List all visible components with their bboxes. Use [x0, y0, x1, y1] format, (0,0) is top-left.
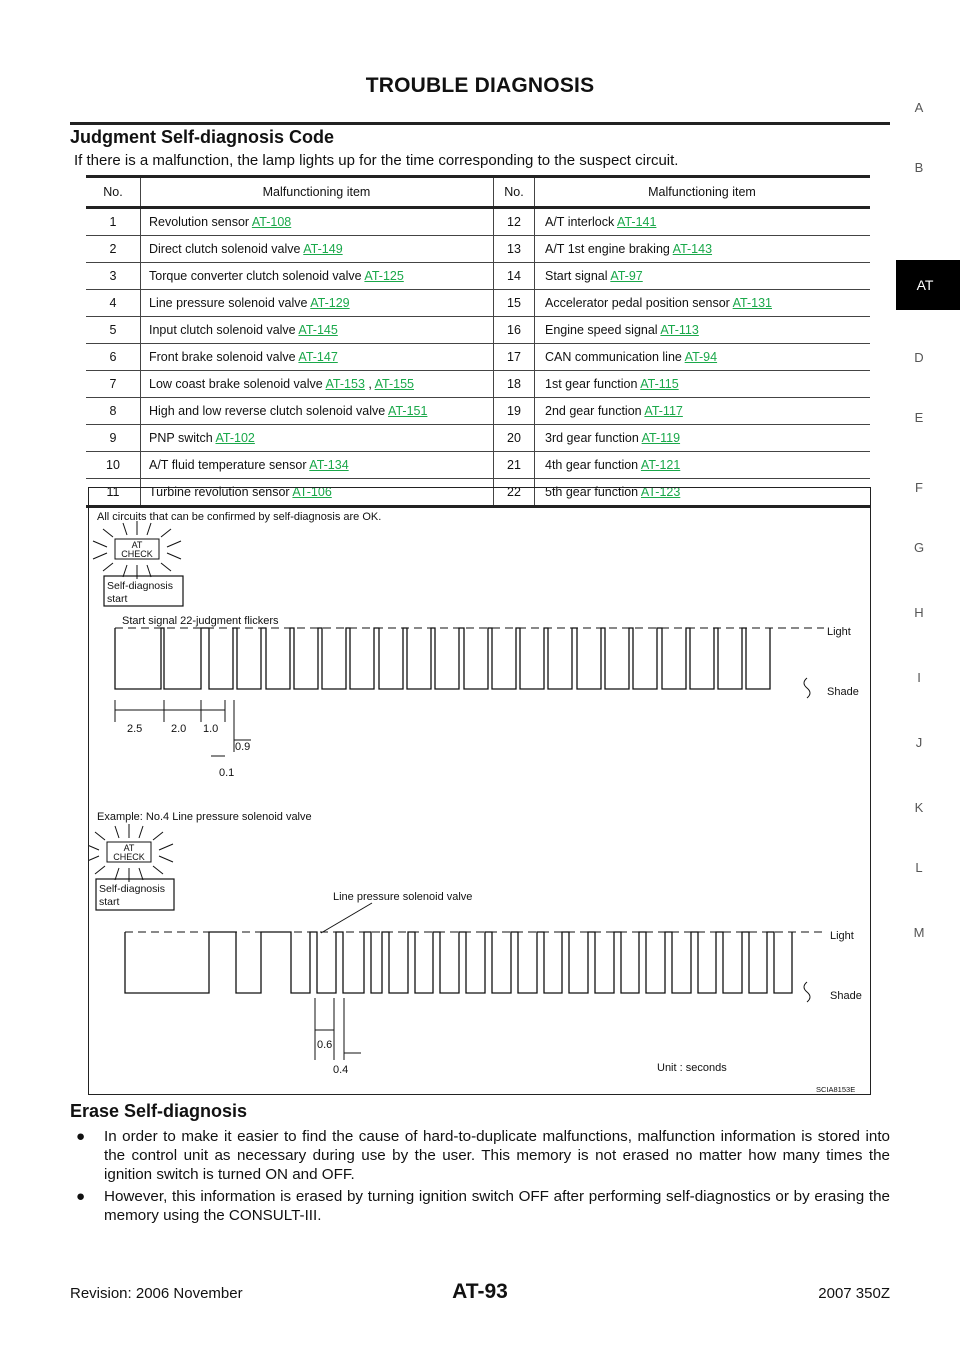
example-caption: Example: No.4 Line pressure solenoid valve: [97, 811, 312, 823]
lamp-ray: [103, 563, 113, 571]
timing-label-2.0: 2.0: [171, 723, 187, 735]
reference-link[interactable]: AT-153: [325, 377, 365, 391]
header-rule: [70, 122, 890, 125]
malfunction-item-text: 3rd gear function: [545, 431, 639, 445]
footer-revision: Revision: 2006 November: [70, 1285, 243, 1302]
table-row: [86, 344, 870, 371]
lamp-ray: [167, 553, 181, 559]
reference-link[interactable]: AT-117: [644, 404, 683, 418]
lamp-ray: [161, 563, 171, 571]
diagnosis-code-table: [86, 175, 870, 508]
section-title: Judgment Self-diagnosis Code: [70, 127, 335, 147]
malfunction-item-text: A/T fluid temperature sensor: [149, 458, 307, 472]
reference-link[interactable]: AT-123: [640, 485, 681, 499]
lamp-ray: [115, 868, 119, 880]
malfunction-item: Low coast brake solenoid valve AT-153 , AT-155: [141, 371, 494, 398]
erase-bullet-2: [76, 1187, 890, 1225]
unit-label: Unit : seconds: [657, 1062, 727, 1074]
reference-link[interactable]: AT-113: [660, 323, 699, 337]
side-tab-active[interactable]: AT: [896, 260, 960, 310]
figure-top-caption: All circuits that can be confirmed by self-diagnosis are OK.: [97, 511, 382, 523]
header-item: Malfunctioning item: [535, 177, 871, 208]
malfunction-item: [141, 344, 494, 371]
timing-label-0.6: 0.6: [317, 1039, 333, 1051]
lamp-ray: [95, 866, 105, 874]
code-number-text: 8: [109, 404, 117, 418]
code-number-text: 5: [109, 323, 117, 337]
reference-link[interactable]: AT-106: [292, 485, 332, 499]
side-index-letter[interactable]: A: [914, 100, 924, 115]
reference-link[interactable]: AT-97: [610, 269, 643, 283]
malfunction-item: [141, 290, 494, 317]
erase-section-title: Erase Self-diagnosis: [70, 1101, 248, 1121]
lamp-ray: [89, 856, 99, 862]
malfunction-item-text: Start signal: [545, 269, 608, 283]
malfunction-item-text: A/T 1st engine braking: [545, 242, 670, 256]
code-number: [86, 344, 141, 371]
code-number-text: 10: [106, 458, 120, 472]
reference-link[interactable]: AT-102: [215, 431, 255, 445]
side-index-letter[interactable]: J: [915, 735, 923, 750]
lamp-ray: [153, 866, 163, 874]
light-label: Light: [830, 930, 854, 942]
code-number-text: 7: [109, 377, 117, 391]
malfunction-item-text: CAN communication line: [545, 350, 682, 364]
code-number: [494, 208, 535, 236]
table-body: [86, 208, 870, 507]
at-check-lamp-icon: [93, 521, 181, 579]
malfunction-item-text: High and low reverse clutch solenoid valve: [149, 404, 386, 418]
reference-link[interactable]: AT-143: [672, 242, 713, 256]
side-index-letter[interactable]: D: [914, 350, 924, 365]
malfunction-item: [141, 317, 494, 344]
malfunction-item: [535, 452, 871, 479]
lamp-ray: [93, 553, 107, 559]
shade-label: Shade: [827, 686, 859, 698]
table-header-row: [86, 177, 870, 208]
code-number: [494, 236, 535, 263]
malfunction-item-text: Torque converter clutch solenoid valve: [149, 269, 362, 283]
code-number-text: 17: [507, 350, 521, 364]
reference-link[interactable]: AT-145: [298, 323, 338, 337]
malfunction-item: [535, 208, 871, 236]
lamp-ray: [147, 523, 151, 535]
code-number-text: 2: [109, 242, 117, 256]
code-number-text: 11: [106, 485, 120, 499]
reference-link[interactable]: AT-147: [298, 350, 338, 364]
malfunction-item-text: A/T interlock: [545, 215, 615, 229]
malfunction-item: [535, 344, 871, 371]
table-row: [86, 208, 870, 236]
reference-link[interactable]: AT-125: [364, 269, 404, 283]
footer-model: 2007 350Z: [818, 1285, 890, 1302]
code-number: [494, 290, 535, 317]
shade-marker: [804, 678, 810, 698]
code-number-text: 14: [507, 269, 521, 283]
code-number: [494, 371, 535, 398]
start-box-line1: Self-diagnosis: [107, 580, 173, 592]
table-row: [86, 425, 870, 452]
callout-leader: [321, 903, 372, 933]
side-index-letter[interactable]: G: [913, 540, 925, 555]
reference-link[interactable]: AT-119: [641, 431, 681, 445]
malfunction-item: [535, 371, 871, 398]
bullet-icon: ●: [76, 1128, 86, 1145]
lamp-ray: [89, 844, 99, 850]
lamp-ray: [167, 541, 181, 547]
code-number: [494, 344, 535, 371]
bullet-text: In order to make it easier to find the cause of hard-to-duplicate malfunctions, malfunction information is stored into the control unit as necessary during use by the user. This memory is not erased no matter how many times the ignition switch is turned ON and OFF.: [104, 1128, 890, 1183]
malfunction-item-text: 5th gear function: [545, 485, 639, 499]
lamp-ray: [147, 565, 151, 577]
code-number: [494, 425, 535, 452]
lamp-ray: [123, 565, 127, 577]
lamp-label-bottom: CHECK: [113, 852, 145, 862]
reference-link[interactable]: AT-121: [640, 458, 681, 472]
lamp-ray: [115, 826, 119, 838]
side-index-letter[interactable]: H: [914, 605, 924, 620]
timing-label-0.4: 0.4: [333, 1064, 349, 1076]
reference-link[interactable]: AT-108: [251, 215, 292, 229]
code-number: [86, 452, 141, 479]
reference-link[interactable]: AT-155: [374, 377, 414, 391]
malfunction-item: [141, 398, 494, 425]
code-number: [86, 290, 141, 317]
header-no: No.: [494, 177, 535, 208]
code-number-text: 22: [507, 485, 521, 499]
reference-link[interactable]: AT-141: [617, 215, 657, 229]
lamp-label-top: AT: [131, 540, 143, 550]
page-header-title: TROUBLE DIAGNOSIS: [365, 74, 595, 97]
code-number-text: 13: [507, 242, 521, 256]
reference-link[interactable]: AT-129: [310, 296, 350, 310]
start-box-line1: Self-diagnosis: [99, 883, 165, 895]
malfunction-item: [535, 263, 871, 290]
table-row: [86, 290, 870, 317]
lamp-ray: [95, 832, 105, 840]
malfunction-item: [141, 425, 494, 452]
timing-dimensions: [315, 982, 810, 1060]
malfunction-item-text: Low coast brake solenoid valve: [149, 377, 323, 391]
code-number-text: 19: [507, 404, 521, 418]
malfunction-item-text: Turbine revolution sensor: [149, 485, 290, 499]
table-row: [86, 452, 870, 479]
lamp-ray: [159, 844, 173, 850]
lamp-label-top: AT: [123, 843, 135, 853]
code-number-text: 18: [507, 377, 521, 391]
code-number: [86, 398, 141, 425]
timing-label-0.1: 0.1: [219, 767, 235, 779]
code-number-text: 12: [507, 215, 521, 229]
shade-marker: [804, 982, 810, 1002]
malfunction-item: [535, 236, 871, 263]
lamp-ray: [123, 523, 127, 535]
lamp-ray: [159, 856, 173, 862]
code-number-text: 20: [507, 431, 521, 445]
malfunction-item-text: Line pressure solenoid valve: [149, 296, 308, 310]
code-number: [86, 208, 141, 236]
lamp-label-bottom: CHECK: [121, 549, 153, 559]
figure-id: SCIA8153E: [816, 1085, 856, 1094]
code-number-text: 3: [109, 269, 117, 283]
reference-link[interactable]: AT-115: [640, 377, 679, 391]
side-index-letter[interactable]: E: [914, 410, 924, 425]
malfunction-item-text: Revolution sensor: [149, 215, 250, 229]
malfunction-item: [141, 236, 494, 263]
reference-link[interactable]: AT-131: [732, 296, 772, 310]
malfunction-item-text: Direct clutch solenoid valve: [149, 242, 301, 256]
signal-timing-diagram: [89, 488, 872, 1096]
malfunction-item: [141, 208, 494, 236]
code-number: [86, 317, 141, 344]
at-check-lamp-icon: [89, 824, 173, 882]
code-number: [494, 263, 535, 290]
malfunction-item-text: Input clutch solenoid valve: [149, 323, 296, 337]
lamp-ray: [103, 529, 113, 537]
code-number-text: 21: [507, 458, 521, 472]
timing-label-2.5: 2.5: [127, 723, 143, 735]
lamp-ray: [139, 868, 143, 880]
malfunction-item-text: 4th gear function: [545, 458, 639, 472]
code-number-text: 9: [109, 431, 117, 445]
code-number-text: 15: [507, 296, 521, 310]
malfunction-item: [535, 317, 871, 344]
lamp-ray: [161, 529, 171, 537]
side-index-letter[interactable]: M: [913, 925, 925, 940]
code-number-text: 4: [109, 296, 117, 310]
header-no: No.: [86, 177, 141, 208]
table-row: [86, 263, 870, 290]
timing-label-1.0: 1.0: [203, 723, 219, 735]
table-row: [86, 398, 870, 425]
malfunction-item: [141, 452, 494, 479]
start-box-line2: start: [107, 593, 128, 605]
lamp-ray: [139, 826, 143, 838]
side-index-letter[interactable]: F: [915, 480, 923, 495]
table-row: [86, 371, 870, 398]
reference-link[interactable]: AT-94: [684, 350, 718, 364]
side-index-letter[interactable]: K: [914, 800, 924, 815]
waveform-all-ok: [115, 628, 824, 689]
malfunction-item: [535, 398, 871, 425]
side-index-letter[interactable]: B: [914, 160, 924, 175]
code-number: [86, 236, 141, 263]
light-label: Light: [827, 626, 851, 638]
code-number-text: 1: [109, 215, 117, 229]
lamp-ray: [93, 541, 107, 547]
start-signal-label: Start signal 22-judgment flickers: [122, 615, 279, 627]
erase-bullet-1: [76, 1127, 890, 1184]
waveform-example: [125, 932, 827, 993]
start-box-line2: start: [99, 896, 120, 908]
malfunction-item: [535, 425, 871, 452]
malfunction-item: [535, 290, 871, 317]
malfunction-item-text: Front brake solenoid valve: [149, 350, 296, 364]
table-row: [86, 236, 870, 263]
malfunction-item-text: Accelerator pedal position sensor: [545, 296, 730, 310]
code-number: [494, 317, 535, 344]
reference-link[interactable]: AT-134: [309, 458, 349, 472]
signal-trace: [115, 628, 770, 689]
self-diagnosis-figure: [88, 487, 871, 1095]
timing-label-0.9: 0.9: [235, 741, 251, 753]
reference-link[interactable]: AT-149: [303, 242, 343, 256]
callout-label: Line pressure solenoid valve: [333, 891, 473, 903]
shade-label: Shade: [830, 990, 862, 1002]
table-row: [86, 317, 870, 344]
malfunction-item-text: 2nd gear function: [545, 404, 642, 418]
code-number: [494, 452, 535, 479]
reference-link[interactable]: AT-151: [388, 404, 428, 418]
malfunction-item-text: Engine speed signal: [545, 323, 658, 337]
code-number: [86, 425, 141, 452]
lamp-ray: [153, 832, 163, 840]
code-number: [494, 398, 535, 425]
footer-page-number: AT-93: [452, 1280, 508, 1303]
signal-trace: [125, 932, 792, 993]
side-index-letter[interactable]: I: [917, 670, 921, 685]
code-number: [86, 263, 141, 290]
header-item: Malfunctioning item: [141, 177, 494, 208]
side-index-letter[interactable]: L: [915, 860, 923, 875]
timing-dimensions: [115, 678, 810, 756]
code-number-text: 16: [507, 323, 521, 337]
malfunction-item-text: PNP switch: [149, 431, 213, 445]
bullet-icon: ●: [76, 1188, 86, 1205]
code-number: [86, 371, 141, 398]
malfunction-item-text: 1st gear function: [545, 377, 638, 391]
bullet-text: However, this information is erased by turning ignition switch OFF after performing self-diagnostics or by erasing the memory using the CONSULT-III.: [104, 1188, 890, 1224]
malfunction-item: [141, 263, 494, 290]
section-intro: If there is a malfunction, the lamp lights up for the time corresponding to the suspect circuit.: [74, 152, 679, 169]
code-number-text: 6: [109, 350, 117, 364]
